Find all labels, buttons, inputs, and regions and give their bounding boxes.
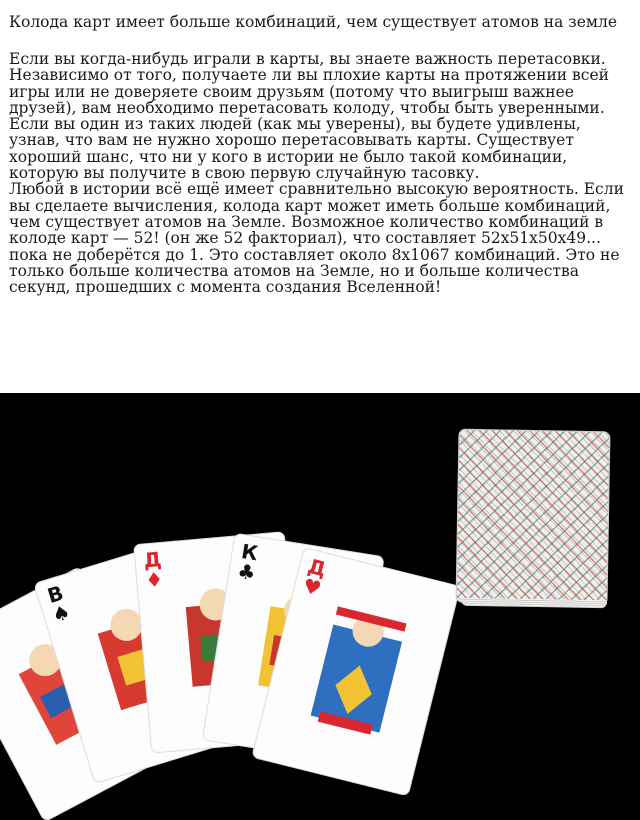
heart-suit-icon: ♥ — [300, 573, 324, 601]
article-paragraph-3: Любой в истории всё ещё имеет сравнительно высокую вероятность. Если вы сделаете вычисления, колода карт может иметь больше комбинаций, чем существует атомов на Земле. Возможное количество комбинаций в колоде карт — 52! (он же 52 факториал), что составляет 52x51x50x49... пока не доберётся до 1. Это составляет около 8x1067 комбинаций. Это не только больше количества атомов на Земле, но и больше количества секунд, прошедших с момента создания Вселенной! — [9, 180, 624, 297]
playing-cards-photo — [0, 393, 640, 820]
article-text-block — [0, 0, 640, 393]
article-paragraph-1: Если вы когда-нибудь играли в карты, вы знаете важность перетасовки. Независимо от того, получаете ли вы плохие карты на протяжении всей игры или не доверяете своим друзьям (потому что выигрыш важнее друзей), вам необходимо перетасовать колоду, чтобы быть уверенными. — [9, 50, 609, 117]
card-deck-back — [457, 430, 610, 605]
card-deck-edge — [461, 598, 607, 609]
club-suit-icon: ♣ — [235, 558, 258, 586]
card-figure-illustration — [290, 591, 423, 761]
article-paragraph-2: Если вы один из таких людей (как мы уверены), вы будете удивлены, узнав, что вам не нужно хорошо перетасовывать карты. Существует хороший шанс, что ни у кого в истории не было такой комбинации, которую вы получите в свою первую случайную тасовку. — [9, 115, 581, 183]
article-title: Колода карт имеет больше комбинаций, чем существует атомов на земле — [9, 13, 618, 31]
card-rank: К — [239, 539, 260, 566]
spade-suit-icon: ♠ — [49, 599, 74, 628]
diamond-suit-icon: ♦ — [144, 566, 165, 593]
card-rank: В — [44, 580, 67, 609]
card-rank: Д — [142, 547, 163, 573]
card-rank: Д — [305, 553, 329, 582]
